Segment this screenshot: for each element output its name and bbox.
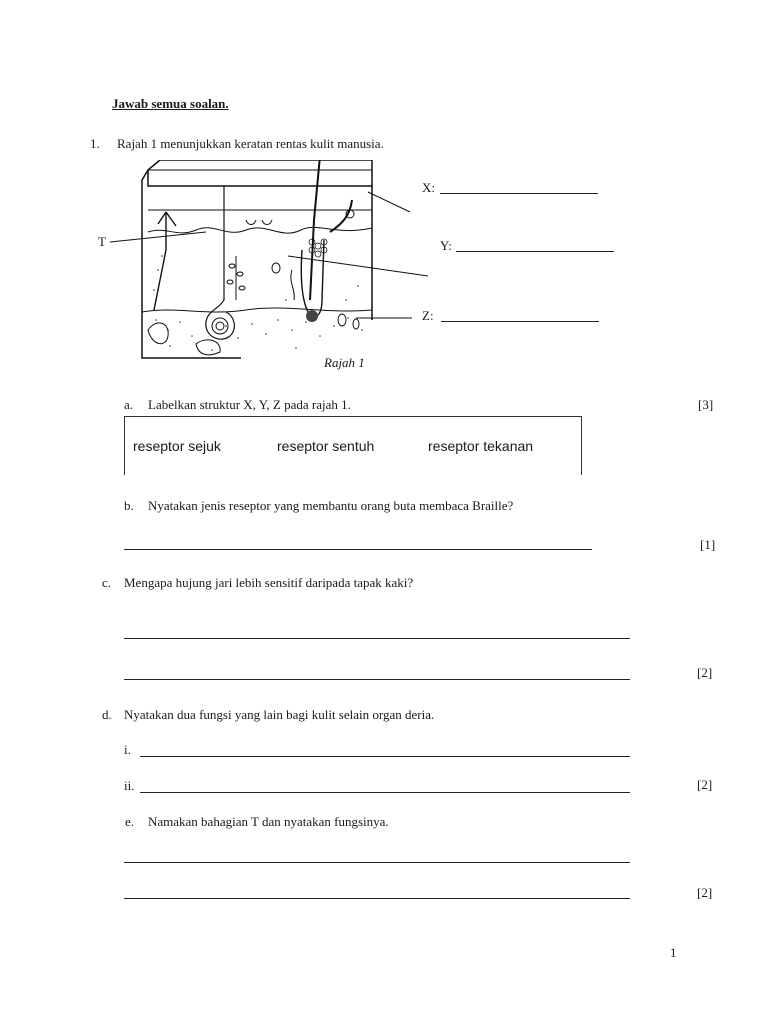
answer-line-b[interactable] [124,549,592,550]
part-e-letter: e. [125,814,135,829]
answer-line-c1[interactable] [124,638,630,639]
answer-line-e1[interactable] [124,862,630,863]
part-b-marks: [1] [700,537,716,552]
part-b-letter: b. [124,498,134,513]
part-d-sub-i: i. [124,742,131,757]
label-t: T [98,234,106,249]
part-b-text: Nyatakan jenis reseptor yang membantu orang buta membaca Braille? [148,498,514,513]
question-number: 1. [90,136,100,151]
part-a-text: Labelkan struktur X, Y, Z pada rajah 1. [148,397,351,412]
word-bank-item: reseptor sentuh [277,438,375,454]
part-d-sub-ii: ii. [124,778,135,793]
word-bank-item: reseptor sejuk [133,438,221,454]
word-bank-item: reseptor tekanan [428,438,534,454]
part-a-marks: [3] [698,397,714,412]
part-c-letter: c. [102,575,112,590]
skin-cross-section-diagram [96,160,456,360]
part-d-text: Nyatakan dua fungsi yang lain bagi kulit selain organ deria. [124,707,435,722]
part-a-letter: a. [124,397,134,412]
question-stem: Rajah 1 menunjukkan keratan rentas kulit manusia. [117,136,384,151]
answer-line-c2[interactable] [124,679,630,680]
answer-line-d2[interactable] [140,792,630,793]
answer-line-e2[interactable] [124,898,630,899]
instructions-heading: Jawab semua soalan. [112,96,229,111]
part-e-marks: [2] [697,885,713,900]
page-number: 1 [670,945,677,960]
part-c-marks: [2] [697,665,713,680]
answer-line-y[interactable] [456,251,614,252]
answer-line-d1[interactable] [140,756,630,757]
label-y: Y: [440,238,452,253]
figure-caption: Rajah 1 [324,355,365,370]
answer-line-x[interactable] [440,193,598,194]
part-d-letter: d. [102,707,112,722]
label-x: X: [422,180,435,195]
answer-line-z[interactable] [441,321,599,322]
part-c-text: Mengapa hujung jari lebih sensitif daripada tapak kaki? [124,575,414,590]
word-bank-box [124,416,582,475]
part-d-marks: [2] [697,777,713,792]
label-z: Z: [422,308,434,323]
part-e-text: Namakan bahagian T dan nyatakan fungsinya. [148,814,389,829]
